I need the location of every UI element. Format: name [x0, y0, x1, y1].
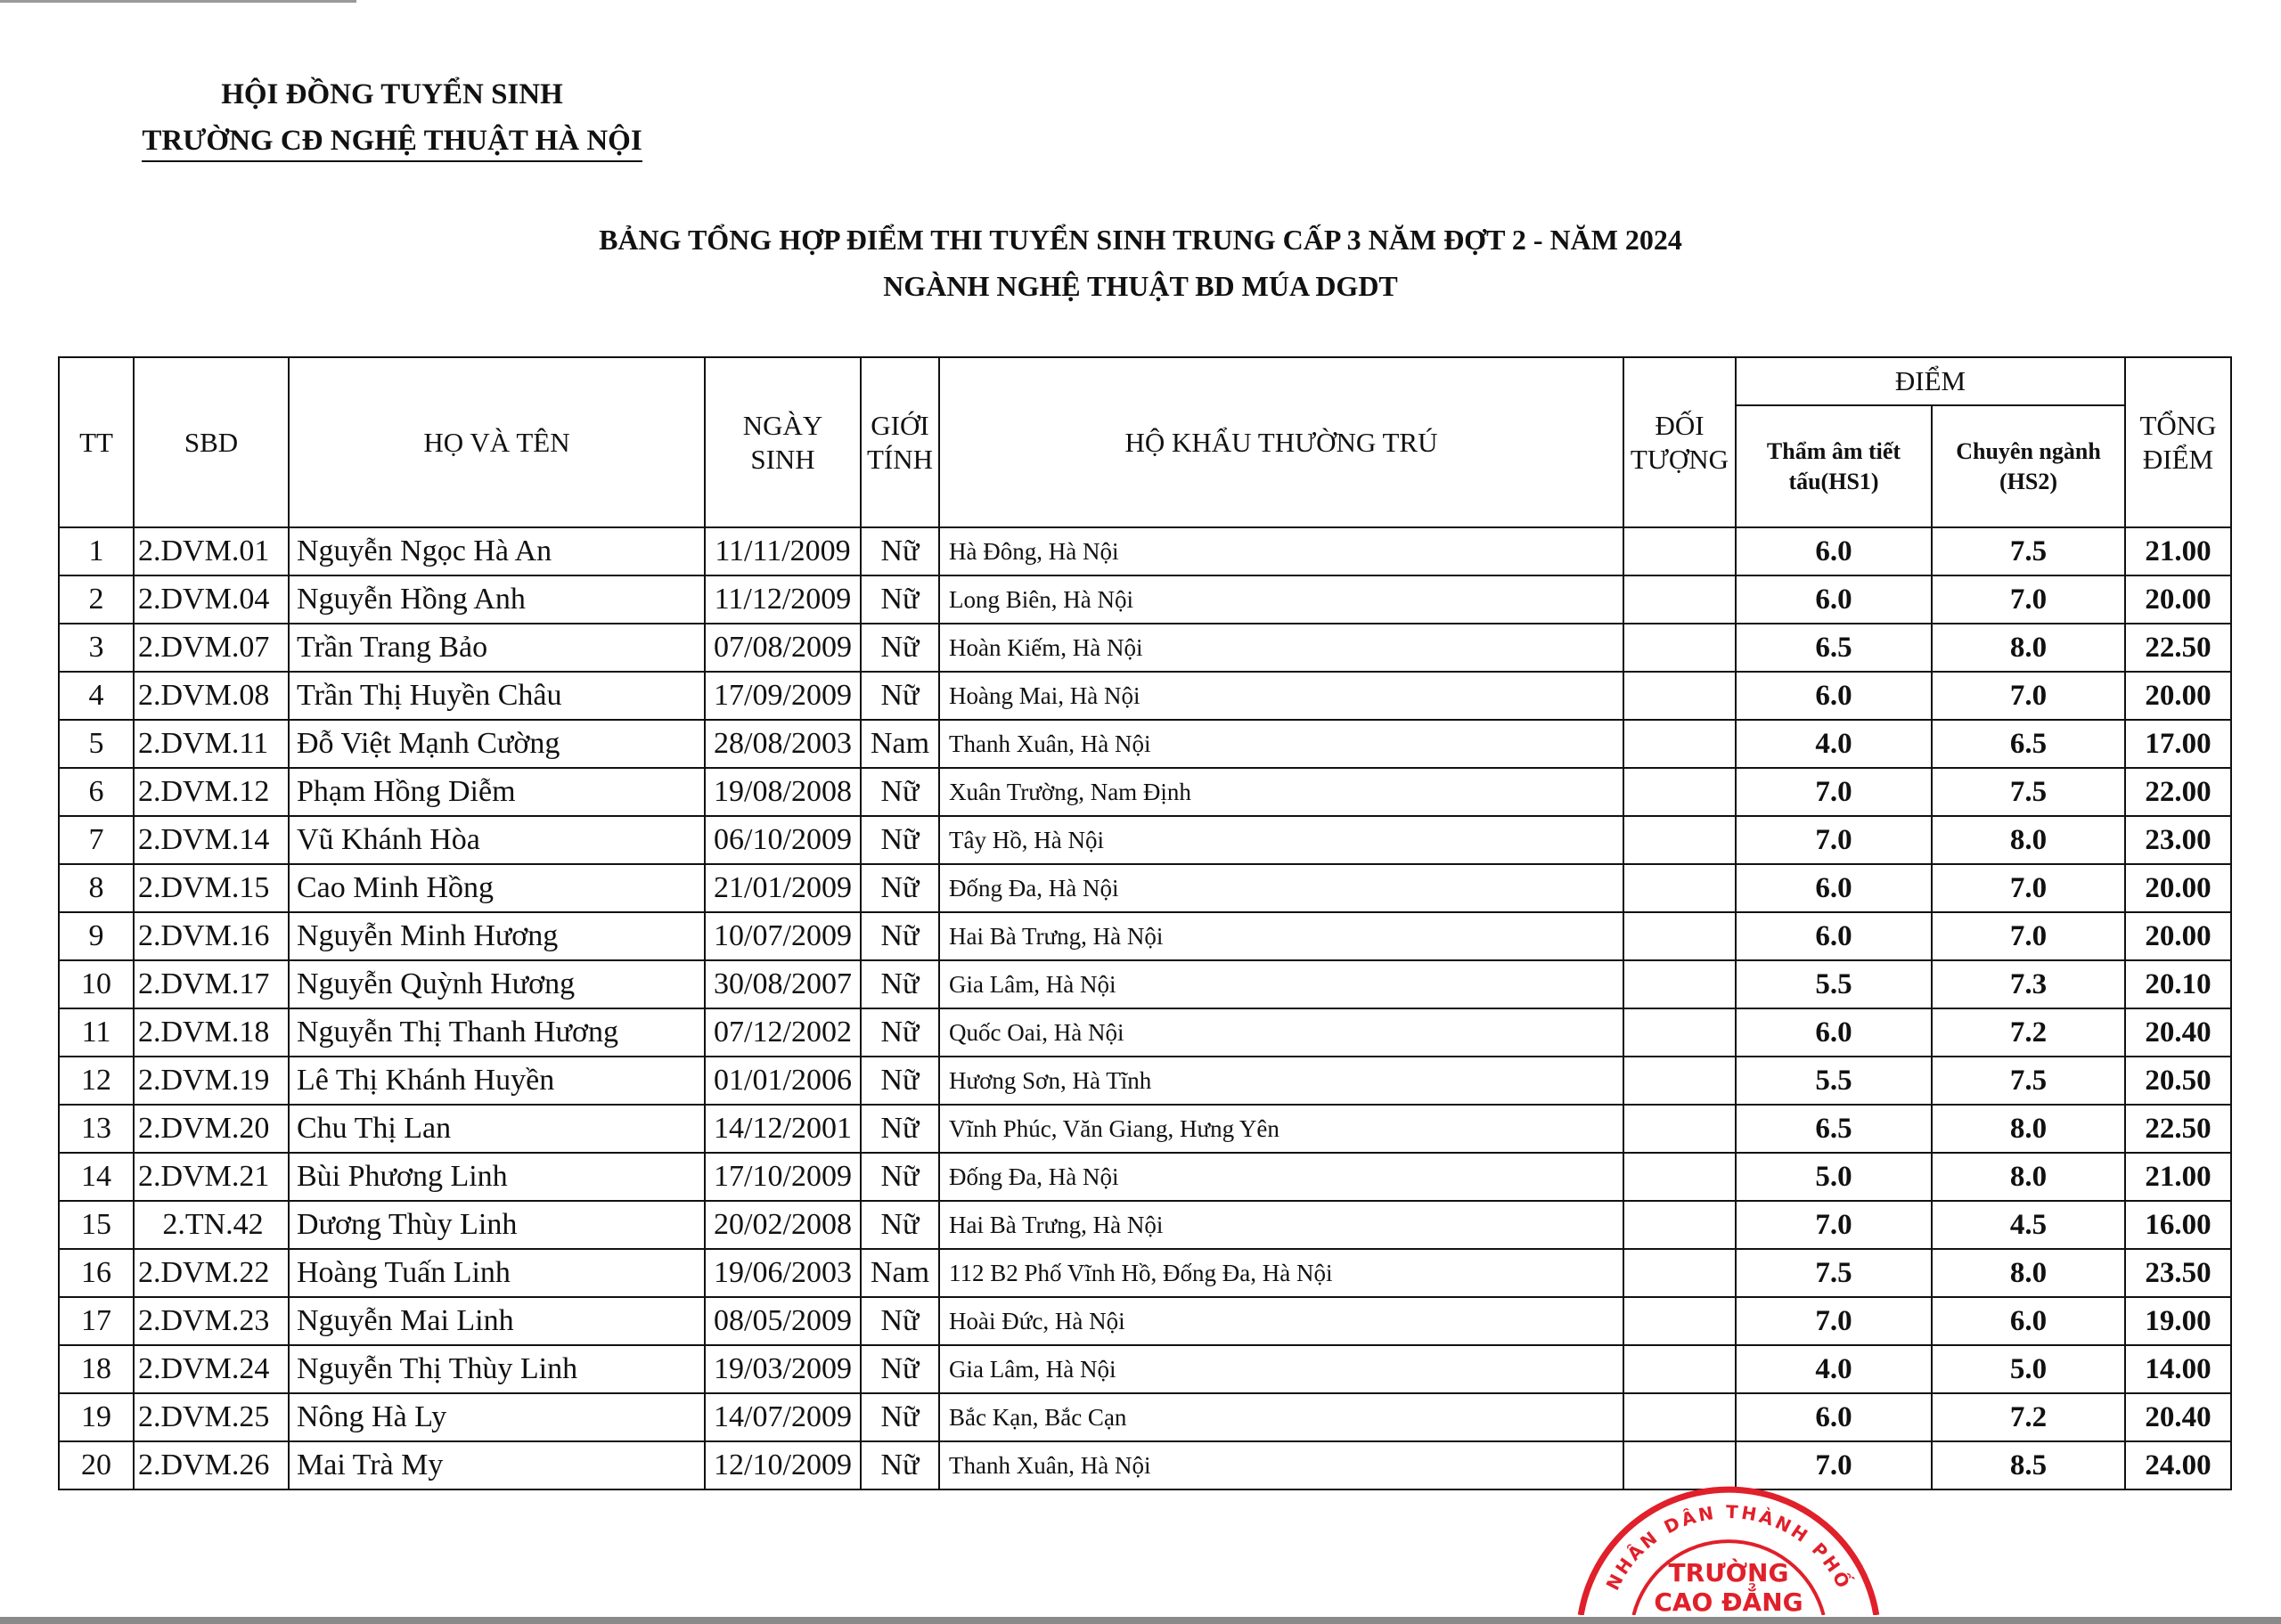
- cell-dob: 06/10/2009: [705, 816, 861, 864]
- cell-total: 22.00: [2125, 768, 2231, 816]
- cell-hs2: 8.0: [1932, 1153, 2125, 1201]
- document-title: [0, 216, 2281, 309]
- cell-dob: 08/05/2009: [705, 1297, 861, 1345]
- cell-dob: 07/08/2009: [705, 624, 861, 672]
- scan-bottom-edge: [0, 1617, 2281, 1624]
- cell-total: 20.00: [2125, 912, 2231, 960]
- cell-hs1: 5.0: [1736, 1153, 1932, 1201]
- cell-sbd: 2.DVM.26: [134, 1441, 289, 1489]
- score-table: [58, 356, 2232, 1490]
- cell-gender: Nữ: [861, 575, 939, 624]
- cell-tt: 19: [59, 1393, 134, 1441]
- cell-gender: Nữ: [861, 912, 939, 960]
- cell-dob: 30/08/2007: [705, 960, 861, 1008]
- cell-dob: 12/10/2009: [705, 1441, 861, 1489]
- cell-hs2: 8.0: [1932, 1105, 2125, 1153]
- cell-hs2: 6.0: [1932, 1297, 2125, 1345]
- cell-hs2: 8.0: [1932, 1249, 2125, 1297]
- cell-sbd: 2.DVM.04: [134, 575, 289, 624]
- cell-name: Phạm Hồng Diễm: [289, 768, 705, 816]
- cell-category: [1623, 1345, 1736, 1393]
- cell-total: 20.50: [2125, 1057, 2231, 1105]
- cell-name: Nguyễn Minh Hương: [289, 912, 705, 960]
- cell-hs1: 5.5: [1736, 1057, 1932, 1105]
- cell-sbd: 2.DVM.17: [134, 960, 289, 1008]
- table-row: [59, 624, 2231, 672]
- cell-name: Vũ Khánh Hòa: [289, 816, 705, 864]
- cell-total: 21.00: [2125, 527, 2231, 575]
- cell-address: Hà Đông, Hà Nội: [939, 527, 1623, 575]
- cell-name: Nguyễn Mai Linh: [289, 1297, 705, 1345]
- hs2-header-line-2: (HS2): [1999, 468, 2057, 494]
- cell-tt: 5: [59, 720, 134, 768]
- cell-dob: 21/01/2009: [705, 864, 861, 912]
- cell-tt: 4: [59, 672, 134, 720]
- cell-category: [1623, 1393, 1736, 1441]
- cell-name: Nguyễn Thị Thanh Hương: [289, 1008, 705, 1057]
- cell-hs2: 7.0: [1932, 864, 2125, 912]
- cell-gender: Nam: [861, 1249, 939, 1297]
- cell-sbd: 2.DVM.18: [134, 1008, 289, 1057]
- table-row: [59, 768, 2231, 816]
- cell-hs1: 6.0: [1736, 1008, 1932, 1057]
- cell-total: 23.50: [2125, 1249, 2231, 1297]
- category-header-line-1: ĐỐI: [1655, 409, 1705, 441]
- cell-tt: 10: [59, 960, 134, 1008]
- cell-hs1: 6.0: [1736, 575, 1932, 624]
- cell-gender: Nữ: [861, 1393, 939, 1441]
- cell-total: 20.00: [2125, 864, 2231, 912]
- cell-tt: 16: [59, 1249, 134, 1297]
- table-row: [59, 864, 2231, 912]
- hs1-header-line-2: tấu(HS1): [1788, 468, 1879, 494]
- cell-gender: Nữ: [861, 1201, 939, 1249]
- cell-dob: 11/11/2009: [705, 527, 861, 575]
- cell-name: Trần Trang Bảo: [289, 624, 705, 672]
- cell-gender: Nam: [861, 720, 939, 768]
- cell-gender: Nữ: [861, 768, 939, 816]
- cell-total: 24.00: [2125, 1441, 2231, 1489]
- hs2-header-line-1: Chuyên ngành: [1956, 437, 2101, 464]
- table-row: [59, 1105, 2231, 1153]
- cell-hs1: 4.0: [1736, 1345, 1932, 1393]
- cell-total: 22.50: [2125, 1105, 2231, 1153]
- cell-gender: Nữ: [861, 1297, 939, 1345]
- cell-total: 20.10: [2125, 960, 2231, 1008]
- cell-name: Cao Minh Hồng: [289, 864, 705, 912]
- cell-sbd: 2.TN.42: [134, 1201, 289, 1249]
- cell-dob: 01/01/2006: [705, 1057, 861, 1105]
- cell-name: Bùi Phương Linh: [289, 1153, 705, 1201]
- cell-sbd: 2.DVM.12: [134, 768, 289, 816]
- cell-dob: 07/12/2002: [705, 1008, 861, 1057]
- cell-hs2: 5.0: [1932, 1345, 2125, 1393]
- cell-address: Bắc Kạn, Bắc Cạn: [939, 1393, 1623, 1441]
- cell-total: 21.00: [2125, 1153, 2231, 1201]
- cell-name: Nguyễn Hồng Anh: [289, 575, 705, 624]
- cell-category: [1623, 816, 1736, 864]
- table-row: [59, 1393, 2231, 1441]
- cell-name: Nông Hà Ly: [289, 1393, 705, 1441]
- cell-total: 16.00: [2125, 1201, 2231, 1249]
- cell-name: Chu Thị Lan: [289, 1105, 705, 1153]
- cell-category: [1623, 1201, 1736, 1249]
- table-header: [59, 357, 2231, 527]
- cell-hs1: 6.0: [1736, 864, 1932, 912]
- gender-header-line-1: GIỚI: [871, 409, 929, 441]
- col-header-hs1: [1736, 405, 1932, 527]
- cell-gender: Nữ: [861, 1008, 939, 1057]
- cell-tt: 18: [59, 1345, 134, 1393]
- gender-header-line-2: TÍNH: [866, 443, 934, 475]
- cell-dob: 17/09/2009: [705, 672, 861, 720]
- cell-address: Thanh Xuân, Hà Nội: [939, 720, 1623, 768]
- cell-gender: Nữ: [861, 816, 939, 864]
- cell-hs1: 7.0: [1736, 1297, 1932, 1345]
- stamp-inner-line-1: TRƯỜNG: [1668, 1558, 1789, 1587]
- cell-address: Thanh Xuân, Hà Nội: [939, 1441, 1623, 1489]
- cell-name: Dương Thùy Linh: [289, 1201, 705, 1249]
- cell-sbd: 2.DVM.23: [134, 1297, 289, 1345]
- cell-gender: Nữ: [861, 1105, 939, 1153]
- cell-name: Nguyễn Quỳnh Hương: [289, 960, 705, 1008]
- cell-hs1: 7.5: [1736, 1249, 1932, 1297]
- table-row: [59, 1345, 2231, 1393]
- cell-dob: 19/06/2003: [705, 1249, 861, 1297]
- cell-tt: 7: [59, 816, 134, 864]
- org-line-1: HỘI ĐỒNG TUYỂN SINH: [221, 78, 563, 110]
- cell-tt: 2: [59, 575, 134, 624]
- cell-address: Long Biên, Hà Nội: [939, 575, 1623, 624]
- table-row: [59, 1153, 2231, 1201]
- col-header-category: [1623, 357, 1736, 527]
- cell-sbd: 2.DVM.15: [134, 864, 289, 912]
- cell-sbd: 2.DVM.16: [134, 912, 289, 960]
- cell-address: Gia Lâm, Hà Nội: [939, 1345, 1623, 1393]
- cell-category: [1623, 864, 1736, 912]
- cell-gender: Nữ: [861, 624, 939, 672]
- cell-name: Mai Trà My: [289, 1441, 705, 1489]
- cell-sbd: 2.DVM.08: [134, 672, 289, 720]
- cell-tt: 3: [59, 624, 134, 672]
- table-row: [59, 1297, 2231, 1345]
- cell-tt: 8: [59, 864, 134, 912]
- org-line-2: TRƯỜNG CĐ NGHỆ THUẬT HÀ NỘI: [142, 121, 642, 162]
- cell-category: [1623, 768, 1736, 816]
- cell-hs2: 7.5: [1932, 768, 2125, 816]
- table-row: [59, 1008, 2231, 1057]
- cell-hs1: 7.0: [1736, 816, 1932, 864]
- cell-sbd: 2.DVM.25: [134, 1393, 289, 1441]
- col-header-total: [2125, 357, 2231, 527]
- cell-name: Hoàng Tuấn Linh: [289, 1249, 705, 1297]
- cell-dob: 28/08/2003: [705, 720, 861, 768]
- cell-hs1: 7.0: [1736, 1441, 1932, 1489]
- col-header-score-group: ĐIỂM: [1736, 357, 2125, 405]
- cell-category: [1623, 912, 1736, 960]
- cell-gender: Nữ: [861, 1057, 939, 1105]
- cell-category: [1623, 624, 1736, 672]
- cell-category: [1623, 720, 1736, 768]
- table-row: [59, 527, 2231, 575]
- cell-name: Lê Thị Khánh Huyền: [289, 1057, 705, 1105]
- cell-address: Hai Bà Trưng, Hà Nội: [939, 912, 1623, 960]
- total-header-line-1: TỔNG: [2139, 409, 2217, 441]
- cell-name: Đỗ Việt Mạnh Cường: [289, 720, 705, 768]
- cell-address: Gia Lâm, Hà Nội: [939, 960, 1623, 1008]
- cell-hs2: 7.0: [1932, 912, 2125, 960]
- scan-edge-line: [0, 0, 356, 3]
- col-header-tt: TT: [59, 357, 134, 527]
- cell-sbd: 2.DVM.11: [134, 720, 289, 768]
- cell-category: [1623, 1105, 1736, 1153]
- table-row: [59, 575, 2231, 624]
- cell-gender: Nữ: [861, 960, 939, 1008]
- cell-hs2: 7.0: [1932, 575, 2125, 624]
- table-row: [59, 1249, 2231, 1297]
- cell-tt: 20: [59, 1441, 134, 1489]
- cell-total: 20.00: [2125, 672, 2231, 720]
- dob-header-line-2: SINH: [750, 443, 815, 475]
- cell-gender: Nữ: [861, 864, 939, 912]
- title-line-1: BẢNG TỔNG HỢP ĐIỂM THI TUYỂN SINH TRUNG CẤP 3 NĂM ĐỢT 2 - NĂM 2024: [599, 224, 1682, 256]
- cell-total: 20.40: [2125, 1393, 2231, 1441]
- cell-dob: 14/12/2001: [705, 1105, 861, 1153]
- cell-hs1: 7.0: [1736, 768, 1932, 816]
- cell-address: Hai Bà Trưng, Hà Nội: [939, 1201, 1623, 1249]
- title-line-2: NGÀNH NGHỆ THUẬT BD MÚA DGDT: [883, 270, 1398, 302]
- cell-hs2: 4.5: [1932, 1201, 2125, 1249]
- dob-header-line-1: NGÀY: [742, 409, 823, 441]
- cell-hs1: 6.5: [1736, 1105, 1932, 1153]
- cell-address: Vĩnh Phúc, Văn Giang, Hưng Yên: [939, 1105, 1623, 1153]
- cell-dob: 10/07/2009: [705, 912, 861, 960]
- cell-gender: Nữ: [861, 1153, 939, 1201]
- cell-tt: 17: [59, 1297, 134, 1345]
- cell-dob: 17/10/2009: [705, 1153, 861, 1201]
- cell-total: 23.00: [2125, 816, 2231, 864]
- cell-tt: 15: [59, 1201, 134, 1249]
- cell-tt: 6: [59, 768, 134, 816]
- col-header-hs2: [1932, 405, 2125, 527]
- cell-category: [1623, 1153, 1736, 1201]
- cell-gender: Nữ: [861, 527, 939, 575]
- cell-address: Hoàn Kiếm, Hà Nội: [939, 624, 1623, 672]
- cell-category: [1623, 1008, 1736, 1057]
- cell-hs1: 5.5: [1736, 960, 1932, 1008]
- cell-address: Quốc Oai, Hà Nội: [939, 1008, 1623, 1057]
- cell-address: Hoài Đức, Hà Nội: [939, 1297, 1623, 1345]
- cell-hs2: 7.0: [1932, 672, 2125, 720]
- cell-sbd: 2.DVM.20: [134, 1105, 289, 1153]
- cell-sbd: 2.DVM.19: [134, 1057, 289, 1105]
- cell-address: 112 B2 Phố Vĩnh Hồ, Đống Đa, Hà Nội: [939, 1249, 1623, 1297]
- table-body: [59, 527, 2231, 1489]
- cell-tt: 12: [59, 1057, 134, 1105]
- official-stamp: [1568, 1483, 1889, 1615]
- table-row: [59, 816, 2231, 864]
- table-row: [59, 672, 2231, 720]
- cell-sbd: 2.DVM.21: [134, 1153, 289, 1201]
- cell-tt: 13: [59, 1105, 134, 1153]
- table-row: [59, 1441, 2231, 1489]
- col-header-sbd: SBD: [134, 357, 289, 527]
- hs1-header-line-1: Thẩm âm tiết: [1766, 437, 1901, 464]
- cell-dob: 19/08/2008: [705, 768, 861, 816]
- cell-address: Hoàng Mai, Hà Nội: [939, 672, 1623, 720]
- cell-hs1: 6.5: [1736, 624, 1932, 672]
- cell-total: 20.40: [2125, 1008, 2231, 1057]
- cell-total: 22.50: [2125, 624, 2231, 672]
- cell-address: Xuân Trường, Nam Định: [939, 768, 1623, 816]
- cell-category: [1623, 575, 1736, 624]
- cell-name: Nguyễn Ngọc Hà An: [289, 527, 705, 575]
- issuing-organization: [89, 71, 695, 164]
- cell-hs2: 8.5: [1932, 1441, 2125, 1489]
- cell-tt: 1: [59, 527, 134, 575]
- cell-sbd: 2.DVM.01: [134, 527, 289, 575]
- cell-dob: 20/02/2008: [705, 1201, 861, 1249]
- cell-hs1: 6.0: [1736, 912, 1932, 960]
- table-row: [59, 1057, 2231, 1105]
- cell-hs1: 6.0: [1736, 527, 1932, 575]
- cell-category: [1623, 960, 1736, 1008]
- category-header-line-2: TƯỢNG: [1630, 443, 1729, 475]
- cell-tt: 14: [59, 1153, 134, 1201]
- table-row: [59, 960, 2231, 1008]
- cell-sbd: 2.DVM.14: [134, 816, 289, 864]
- cell-address: Đống Đa, Hà Nội: [939, 864, 1623, 912]
- cell-hs2: 7.3: [1932, 960, 2125, 1008]
- cell-name: Nguyễn Thị Thùy Linh: [289, 1345, 705, 1393]
- cell-sbd: 2.DVM.07: [134, 624, 289, 672]
- cell-dob: 19/03/2009: [705, 1345, 861, 1393]
- cell-hs2: 7.2: [1932, 1008, 2125, 1057]
- cell-hs2: 7.2: [1932, 1393, 2125, 1441]
- cell-sbd: 2.DVM.22: [134, 1249, 289, 1297]
- cell-dob: 11/12/2009: [705, 575, 861, 624]
- cell-category: [1623, 527, 1736, 575]
- cell-sbd: 2.DVM.24: [134, 1345, 289, 1393]
- col-header-gender: [861, 357, 939, 527]
- cell-hs1: 6.0: [1736, 672, 1932, 720]
- cell-category: [1623, 1057, 1736, 1105]
- col-header-name: HỌ VÀ TÊN: [289, 357, 705, 527]
- cell-hs2: 7.5: [1932, 1057, 2125, 1105]
- cell-category: [1623, 672, 1736, 720]
- cell-category: [1623, 1249, 1736, 1297]
- cell-name: Trần Thị Huyền Châu: [289, 672, 705, 720]
- cell-hs1: 6.0: [1736, 1393, 1932, 1441]
- cell-category: [1623, 1441, 1736, 1489]
- table-row: [59, 912, 2231, 960]
- cell-category: [1623, 1297, 1736, 1345]
- col-header-address: HỘ KHẨU THƯỜNG TRÚ: [939, 357, 1623, 527]
- cell-hs1: 4.0: [1736, 720, 1932, 768]
- stamp-outer-text: NHÂN DÂN THÀNH PHỐ: [1601, 1500, 1856, 1594]
- cell-hs1: 7.0: [1736, 1201, 1932, 1249]
- cell-hs2: 8.0: [1932, 816, 2125, 864]
- cell-tt: 9: [59, 912, 134, 960]
- table-row: [59, 720, 2231, 768]
- cell-total: 20.00: [2125, 575, 2231, 624]
- cell-total: 17.00: [2125, 720, 2231, 768]
- cell-dob: 14/07/2009: [705, 1393, 861, 1441]
- cell-hs2: 7.5: [1932, 527, 2125, 575]
- cell-total: 19.00: [2125, 1297, 2231, 1345]
- cell-hs2: 8.0: [1932, 624, 2125, 672]
- cell-gender: Nữ: [861, 1345, 939, 1393]
- cell-address: Tây Hồ, Hà Nội: [939, 816, 1623, 864]
- stamp-inner-line-2: CAO ĐẲNG: [1654, 1587, 1803, 1615]
- cell-address: Hương Sơn, Hà Tĩnh: [939, 1057, 1623, 1105]
- col-header-dob: [705, 357, 861, 527]
- cell-address: Đống Đa, Hà Nội: [939, 1153, 1623, 1201]
- cell-gender: Nữ: [861, 672, 939, 720]
- table-row: [59, 1201, 2231, 1249]
- total-header-line-2: ĐIỂM: [2142, 443, 2214, 475]
- cell-total: 14.00: [2125, 1345, 2231, 1393]
- cell-gender: Nữ: [861, 1441, 939, 1489]
- cell-tt: 11: [59, 1008, 134, 1057]
- cell-hs2: 6.5: [1932, 720, 2125, 768]
